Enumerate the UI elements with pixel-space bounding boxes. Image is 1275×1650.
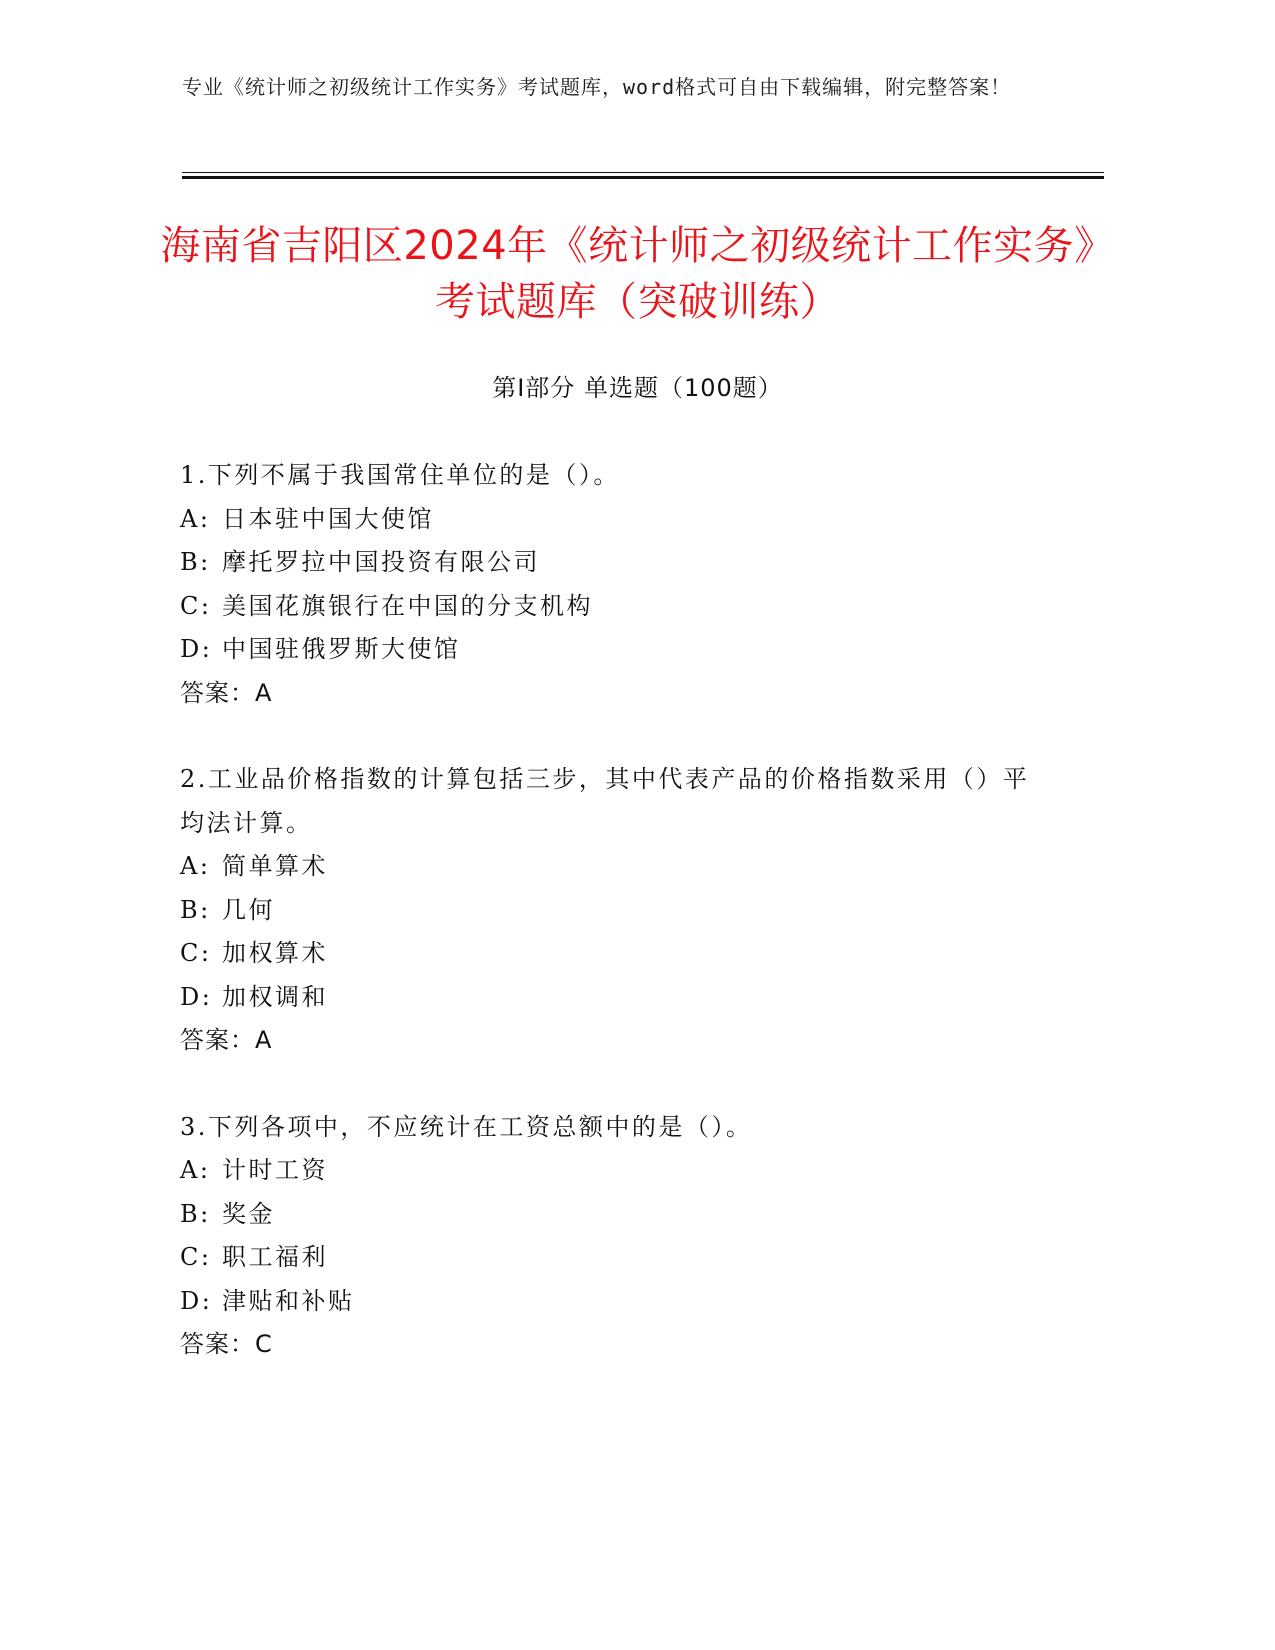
- question-1: [180, 454, 1050, 715]
- option-d: [180, 628, 1050, 672]
- option-d: [180, 1280, 1050, 1324]
- option-text: 加权调和: [222, 982, 328, 1011]
- option-text: 中国驻俄罗斯大使馆: [222, 635, 461, 663]
- option-d: [180, 976, 1050, 1020]
- option-c: [180, 1236, 1050, 1280]
- option-letter: A:: [180, 504, 211, 533]
- option-b: [180, 541, 1050, 585]
- option-letter: B:: [180, 1199, 211, 1228]
- section-title: 第Ⅰ部分 单选题（100题）: [492, 374, 783, 402]
- option-letter: C:: [180, 591, 212, 620]
- answer-line: 答案：C: [180, 1330, 273, 1358]
- question-list: [180, 454, 1050, 1410]
- header-note: 专业《统计师之初级统计工作实务》考试题库，word格式可自由下载编辑，附完整答案！: [182, 75, 1012, 99]
- option-b: [180, 889, 1050, 933]
- question-3: [180, 1106, 1050, 1367]
- option-c: [180, 932, 1050, 976]
- option-text: 几何: [222, 895, 275, 924]
- question-stem: 3.下列各项中，不应统计在工资总额中的是（）。: [180, 1112, 753, 1141]
- option-letter: D:: [180, 982, 213, 1011]
- option-text: 简单算术: [222, 852, 328, 880]
- answer-line: 答案：A: [180, 678, 273, 707]
- header-divider-thin: [182, 172, 1104, 173]
- option-a: [180, 845, 1050, 889]
- option-text: 奖金: [222, 1199, 275, 1228]
- option-c: [180, 585, 1050, 629]
- option-text: 日本驻中国大使馆: [222, 504, 434, 533]
- option-letter: C:: [180, 939, 212, 967]
- option-letter: A:: [180, 1156, 211, 1184]
- option-text: 摩托罗拉中国投资有限公司: [222, 548, 540, 576]
- option-text: 职工福利: [222, 1243, 328, 1271]
- document-title: 海南省吉阳区2024年《统计师之初级统计工作实务》考试题库（突破训练）: [160, 223, 1115, 325]
- option-b: [180, 1193, 1050, 1237]
- option-text: 美国花旗银行在中国的分支机构: [222, 591, 593, 620]
- option-text: 津贴和补贴: [222, 1286, 355, 1315]
- answer-line: 答案：A: [180, 1026, 273, 1054]
- option-text: 计时工资: [222, 1156, 328, 1184]
- option-letter: D:: [180, 635, 213, 663]
- header-divider-thick: [182, 176, 1104, 179]
- option-letter: A:: [180, 852, 211, 880]
- question-2: [180, 758, 1050, 1063]
- option-letter: B:: [180, 895, 211, 924]
- option-letter: D:: [180, 1286, 213, 1315]
- question-stem: 1.下列不属于我国常住单位的是（）。: [180, 461, 620, 489]
- option-a: [180, 1149, 1050, 1193]
- option-text: 加权算术: [222, 939, 328, 967]
- option-letter: B:: [180, 548, 211, 576]
- option-letter: C:: [180, 1243, 212, 1271]
- question-stem: 2.工业品价格指数的计算包括三步，其中代表产品的价格指数采用（）平均法计算。: [180, 765, 1030, 837]
- option-a: [180, 498, 1050, 542]
